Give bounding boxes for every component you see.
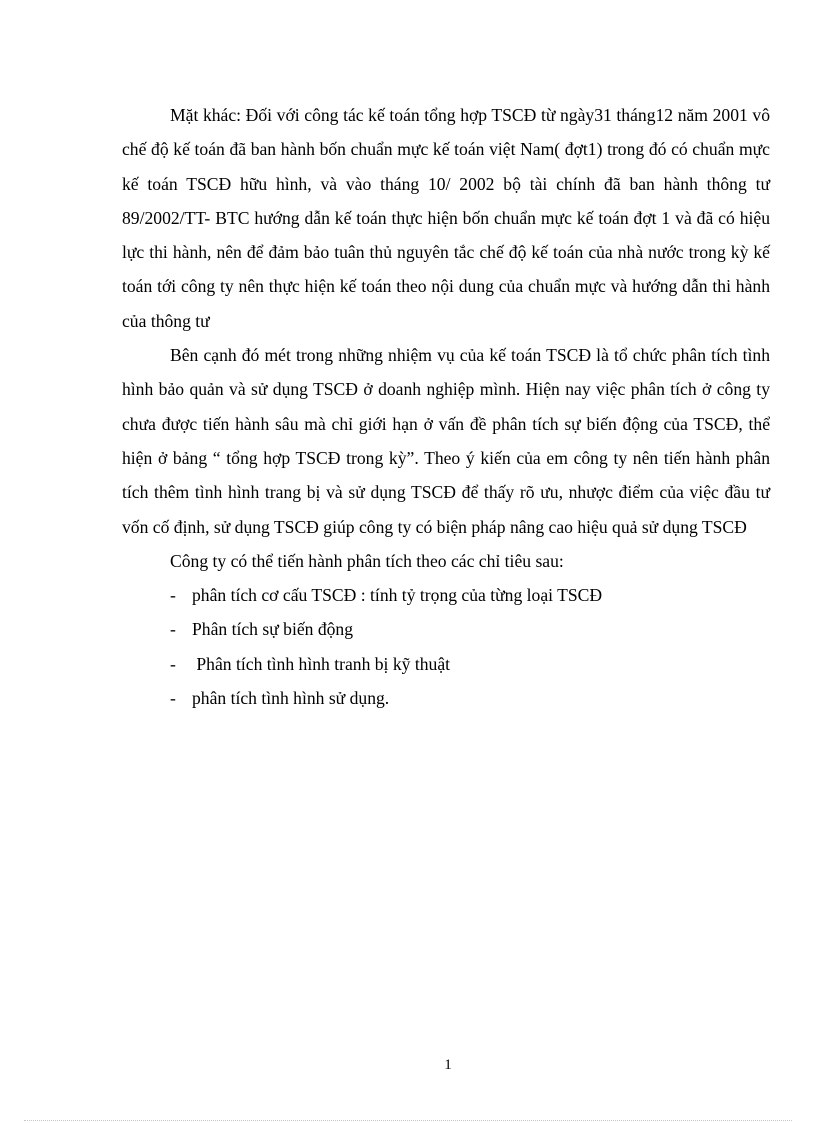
- paragraph-accounting-standards: Mặt khác: Đối với công tác kế toán tổng hợp TSCĐ từ ngày31 tháng12 năm 2001 vô chế độ kế toán đã ban hành bốn chuẩn mực kế toán việt Nam( đợt1) trong đó có chuẩn mực kế toán TSCĐ hữu hình, và vào tháng 10/ 2002 bộ tài chính đã ban hành thông tư 89/2002/TT- BTC hướng dẫn kế toán thực hiện bốn chuẩn mực kế toán đợt 1 và đã có hiệu lực thi hành, nên để đảm bảo tuân thủ nguyên tắc chế độ kế toán của nhà nước trong kỳ kế toán tới công ty nên thực hiện kế toán theo nội dung của chuẩn mực và hướng dẫn thi hành của thông tư: [122, 105, 770, 331]
- bullet-dash: -: [170, 653, 176, 674]
- page-bottom-divider: [24, 1120, 792, 1121]
- list-item: [122, 681, 770, 715]
- body-text: [122, 98, 770, 715]
- list-item: [122, 647, 770, 681]
- list-item: [122, 612, 770, 646]
- list-item-text: phân tích tình hình sử dụng.: [192, 688, 390, 709]
- bullet-dash: -: [170, 619, 176, 640]
- list-item: [122, 578, 770, 612]
- list-item-text: phân tích cơ cấu TSCĐ : tính tỷ trọng của từng loại TSCĐ: [192, 585, 603, 606]
- list-intro: Công ty có thể tiến hành phân tích theo các chỉ tiêu sau:: [170, 550, 564, 571]
- list-item-text: Phân tích tình hình tranh bị kỹ thuật: [192, 653, 451, 674]
- paragraph-analysis-task: Bên cạnh đó mét trong những nhiệm vụ của kế toán TSCĐ là tổ chức phân tích tình hình bảo quản và sử dụng TSCĐ ở doanh nghiệp mình. Hiện nay việc phân tích ở công ty chưa được tiến hành sâu mà chỉ giới hạn ở vấn đề phân tích sự biến động của TSCĐ, thể hiện ở bảng “ tổng hợp TSCĐ trong kỳ”. Theo ý kiến của em công ty nên tiến hành phân tích thêm tình hình trang bị và sử dụng TSCĐ để thấy rõ ưu, nhược điểm của việc đầu tư vốn cố định, sử dụng TSCĐ giúp công ty có biện pháp nâng cao hiệu quả sử dụng TSCĐ: [122, 345, 770, 537]
- bullet-dash: -: [170, 585, 176, 606]
- criteria-list: [122, 578, 770, 715]
- page-number: 1: [444, 1057, 452, 1073]
- list-item-text: Phân tích sự biến động: [192, 619, 354, 640]
- bullet-dash: -: [170, 688, 176, 709]
